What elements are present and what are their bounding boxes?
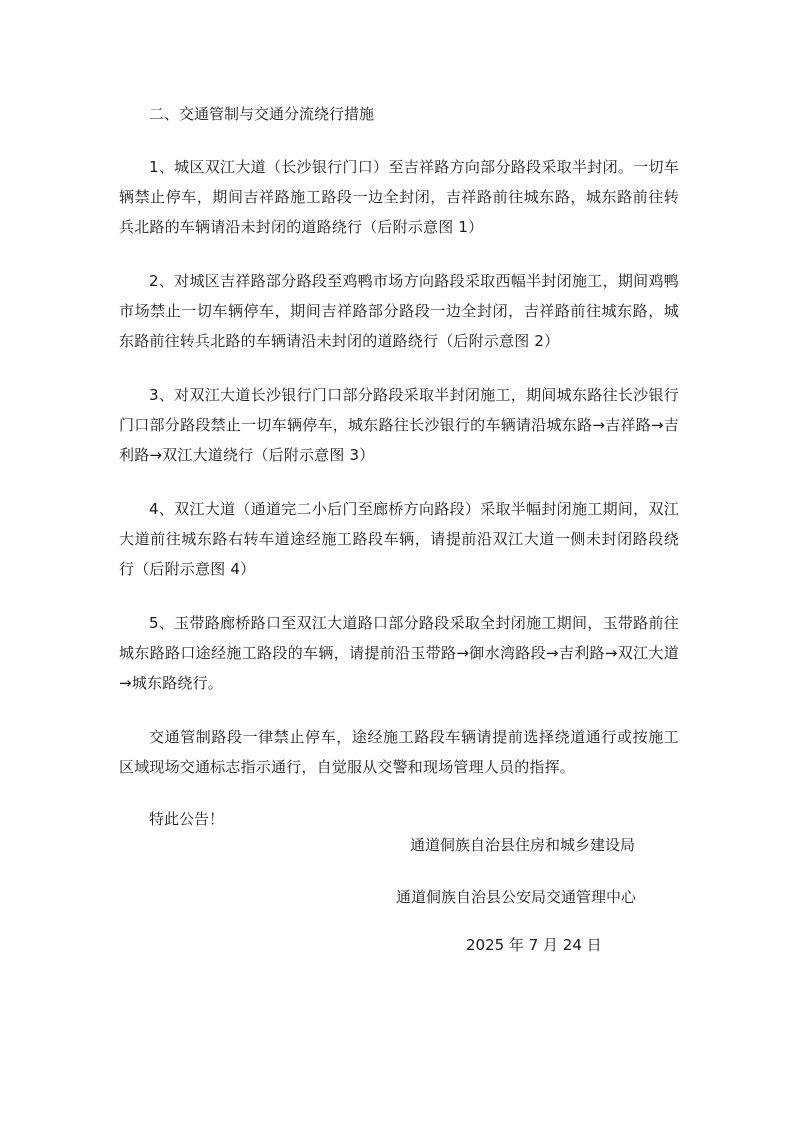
notice-paragraph: 交通管制路段一律禁止停车，途经施工路段车辆请提前选择绕道通行或按施工区域现场交通标志指示通行，自觉服从交警和现场管理人员的指挥。 (119, 728, 679, 776)
signature-housing-bureau: 通道侗族自治县住房和城乡建设局 (410, 836, 636, 854)
measure-paragraph-5: 5、玉带路廊桥路口至双江大道路口部分路段采取全封闭施工期间，玉带路前往城东路路口途经施工路段的车辆，请提前沿玉带路→御水湾路段→吉利路→双江大道→城东路绕行。 (119, 614, 679, 692)
document-body (119, 99, 679, 834)
measure-paragraph-3: 3、对双江大道长沙银行门口部分路段采取半封闭施工，期间城东路往长沙银行门口部分路段禁止一切车辆停车，城东路往长沙银行的车辆请沿城东路→吉祥路→吉利路→双江大道绕行（后附示意图 3） (119, 386, 679, 464)
signature-traffic-center: 通道侗族自治县公安局交通管理中心 (396, 888, 637, 906)
closing-line: 特此公告！ (149, 810, 225, 828)
section-heading: 二、交通管制与交通分流绕行措施 (149, 105, 375, 123)
measure-paragraph-4: 4、双江大道（通道完二小后门至廊桥方向路段）采取半幅封闭施工期间，双江大道前往城东路右转车道途经施工路段车辆，请提前沿双江大道一侧未封闭路段绕行（后附示意图 4） (119, 500, 679, 578)
measure-paragraph-2: 2、对城区吉祥路部分路段至鸡鸭市场方向路段采取西幅半封闭施工，期间鸡鸭市场禁止一切车辆停车，期间吉祥路部分路段一边全封闭，吉祥路前往城东路，城东路前往转兵北路的车辆请沿未封闭的道路绕行（后附示意图 2） (119, 272, 679, 350)
document-date: 2025 年 7 月 24 日 (466, 936, 602, 954)
measure-paragraph-1: 1、城区双江大道（长沙银行门口）至吉祥路方向部分路段采取半封闭。一切车辆禁止停车，期间吉祥路施工路段一边全封闭，吉祥路前往城东路，城东路前往转兵北路的车辆请沿未封闭的道路绕行（后附示意图 1） (119, 158, 679, 236)
